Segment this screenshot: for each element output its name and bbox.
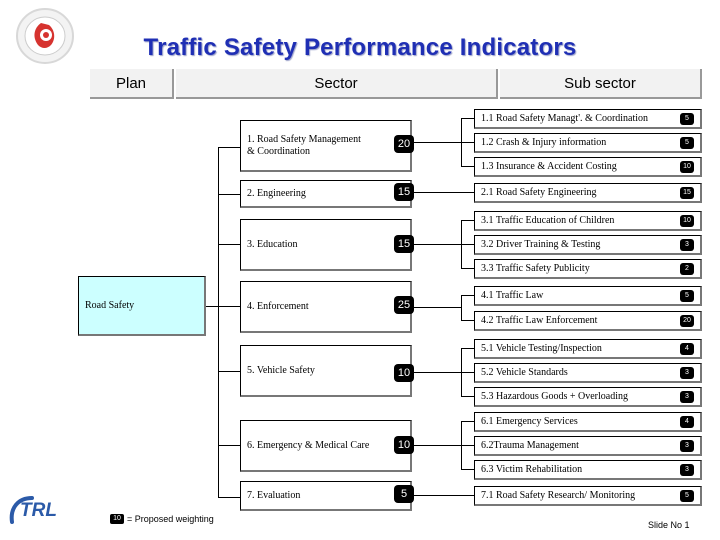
sub-link [461,421,474,422]
sub-sector-weight-badge: 10 [680,215,694,227]
page-title: Traffic Safety Performance Indicators [143,34,577,61]
sub-sector-label: 2.1 Road Safety Engineering [481,186,597,198]
trl-logo [6,488,76,532]
sector-node [240,219,412,271]
sub-sector-node [474,286,702,306]
sub-link [461,445,474,446]
sector-header [176,69,498,99]
sector-node [240,281,412,333]
sub-sector-label: 5.3 Hazardous Goods + Overloading [481,390,628,402]
sub-sector-weight-badge: 3 [680,440,694,452]
sector-node [240,120,412,172]
sector-weight-badge: 15 [394,235,414,253]
branch-link [413,142,461,143]
sub-sector-weight-badge: 10 [680,161,694,173]
sub-sector-node [474,486,702,506]
sub-sector-weight-badge: 3 [680,367,694,379]
sub-sector-node [474,235,702,255]
sector-node [240,345,412,397]
sub-sector-label: 1.1 Road Safety Managt'. & Coordination [481,112,649,124]
sub-sector-weight-badge: 5 [680,290,694,302]
sub-sector-label: 1.2 Crash & Injury information [481,136,607,148]
branch-spine [461,295,462,320]
sub-sector-label: 5.2 Vehicle Standards [481,366,568,378]
sector-header-label: Sector [314,75,358,92]
branch-link [413,244,461,245]
sub-sector-label: 3.2 Driver Training & Testing [481,238,601,250]
sub-sector-weight-badge: 5 [680,490,694,502]
sub-link [461,118,474,119]
sub-link [461,372,474,373]
sub-sector-header-label: Sub sector [564,75,636,92]
branch-link [413,192,474,193]
sub-sector-weight-badge: 5 [680,137,694,149]
sub-sector-node [474,157,702,177]
sub-link [461,268,474,269]
sub-sector-label: 4.1 Traffic Law [481,289,544,301]
sub-sector-node [474,387,702,407]
sub-link [461,295,474,296]
sub-sector-node [474,412,702,432]
sub-sector-weight-badge: 5 [680,113,694,125]
sub-sector-node [474,183,702,203]
sector-label: 6. Emergency & Medical Care [247,439,370,451]
legend-weight-symbol: 10 [110,514,124,524]
sector-label: 4. Enforcement [247,300,309,312]
sub-link [461,220,474,221]
sector-label: 5. Vehicle Safety [247,364,315,376]
sub-sector-weight-badge: 3 [680,239,694,251]
sub-sector-label: 7.1 Road Safety Research/ Monitoring [481,489,636,501]
branch-link [413,307,461,308]
sector-label: 1. Road Safety Management & Coordination [247,133,361,157]
svg-text:TRL: TRL [20,500,57,521]
sector-label: 7. Evaluation [247,489,301,501]
sub-sector-label: 6.3 Victim Rehabilitation [481,463,583,475]
sub-sector-weight-badge: 3 [680,464,694,476]
legend [110,513,214,525]
sector-weight-badge: 5 [394,485,414,503]
plan-header [90,69,174,99]
sub-sector-label: 4.2 Traffic Law Enforcement [481,314,598,326]
sub-link [461,320,474,321]
branch-link [413,495,474,496]
sub-link [461,244,474,245]
sector-weight-badge: 10 [394,364,414,382]
sub-link [461,469,474,470]
sub-sector-node [474,259,702,279]
sector-weight-badge: 20 [394,135,414,153]
sub-sector-label: 1.3 Insurance & Accident Costing [481,160,617,172]
sub-sector-node [474,211,702,231]
sub-link [461,348,474,349]
sector-weight-badge: 10 [394,436,414,454]
sector-node [240,481,412,511]
sector-weight-badge: 25 [394,296,414,314]
branch-link [413,445,461,446]
branch-link [413,372,461,373]
root-node-road-safety [78,276,206,336]
sub-sector-node [474,363,702,383]
sector-node [240,180,412,208]
sub-sector-label: 5.1 Vehicle Testing/Inspection [481,342,602,354]
sub-sector-weight-badge: 15 [680,187,694,199]
plan-header-label: Plan [115,75,147,92]
slide-number: Slide No 1 [648,520,690,530]
root-node-label: Road Safety [85,299,135,311]
sub-sector-weight-badge: 2 [680,263,694,275]
sub-sector-label: 6.2Trauma Management [481,439,579,451]
sector-label: 2. Engineering [247,187,306,199]
sub-sector-weight-badge: 4 [680,416,694,428]
sub-link [461,396,474,397]
sub-sector-node [474,311,702,331]
sub-sector-label: 3.1 Traffic Education of Children [481,214,615,226]
sub-link [461,166,474,167]
sector-label: 3. Education [247,238,298,250]
sub-sector-node [474,460,702,480]
sub-sector-weight-badge: 3 [680,391,694,403]
sub-sector-node [474,109,702,129]
legend-text: = Proposed weighting [127,514,214,524]
sub-sector-node [474,436,702,456]
sector-weight-badge: 15 [394,183,414,201]
sub-sector-header [500,69,702,99]
sub-sector-node [474,339,702,359]
sub-sector-weight-badge: 4 [680,343,694,355]
sub-link [461,142,474,143]
sub-sector-label: 6.1 Emergency Services [481,415,578,427]
sub-sector-weight-badge: 20 [680,315,694,327]
root-connector [205,306,218,307]
sub-sector-node [474,133,702,153]
sub-sector-label: 3.3 Traffic Safety Publicity [481,262,590,274]
sector-node [240,420,412,472]
